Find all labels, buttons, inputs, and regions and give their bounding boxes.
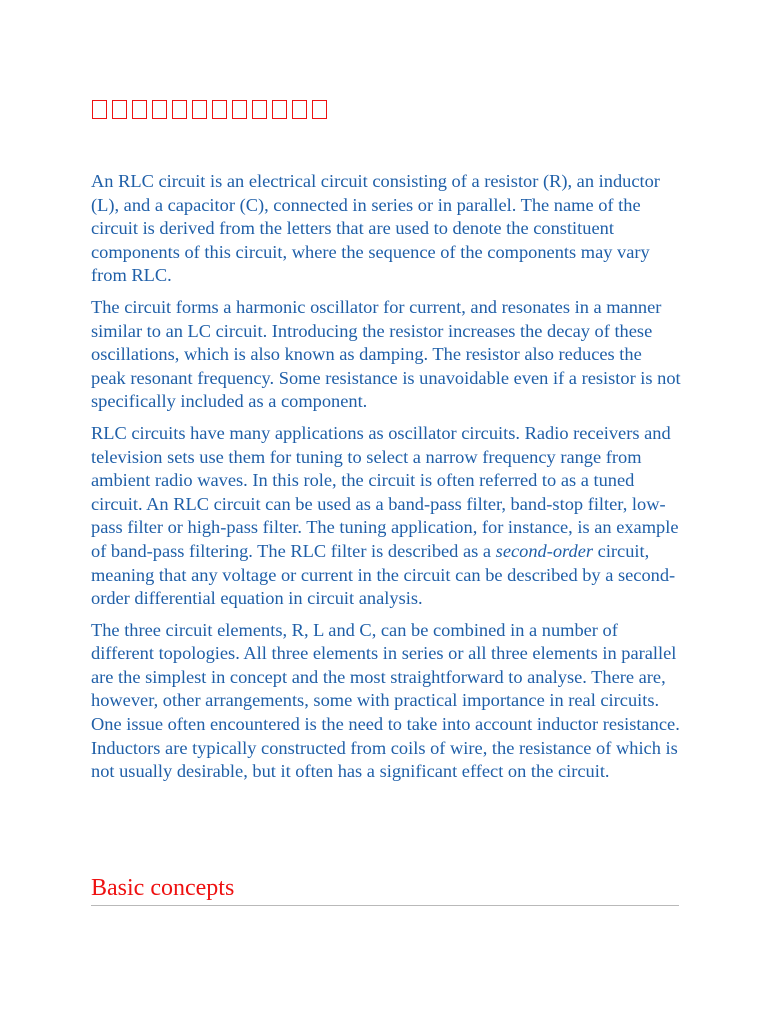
- missing-glyph-box: [292, 100, 307, 119]
- missing-glyph-box: [212, 100, 227, 119]
- missing-glyph-box: [312, 100, 327, 119]
- missing-glyph-box: [92, 100, 107, 119]
- document-title-unrendered-glyphs: [92, 100, 330, 130]
- paragraph-harmonic-oscillator: The circuit forms a harmonic oscillator for current, and resonates in a manner similar to an LC circuit. Introducing the resistor increases the decay of these oscillations, which is also known as damping. The resistor also reduces the peak resonant frequency. Some resistance is unavoidable even if a resistor is not specifically included as a component.: [91, 296, 681, 412]
- emphasis-second-order: second-order: [495, 540, 594, 561]
- missing-glyph-box: [232, 100, 247, 119]
- missing-glyph-box: [192, 100, 207, 119]
- missing-glyph-box: [112, 100, 127, 119]
- document-body: [91, 170, 681, 792]
- paragraph-applications: [91, 422, 681, 611]
- paragraph-applications-text: RLC circuits have many applications as oscillator circuits. Radio receivers and television sets use them for tuning to select a narrow frequency range from ambient radio waves. In this role, the circuit is often referred to as a tuned circuit. An RLC circuit can be used as a band-pass filter, band-stop filter, low-pass filter or high-pass filter. The tuning application, for instance, is an example of band-pass filtering. The RLC filter is described as a: [91, 422, 679, 561]
- paragraph-topologies: The three circuit elements, R, L and C, can be combined in a number of different topologies. All three elements in series or all three elements in parallel are the simplest in concept and the most straightforward to analyse. There are, however, other arrangements, some with practical importance in real circuits. One issue often encountered is the need to take into account inductor resistance. Inductors are typically constructed from coils of wire, the resistance of which is not usually desirable, but it often has a significant effect on the circuit.: [91, 619, 680, 782]
- section-heading-basic-concepts: Basic concepts: [91, 873, 679, 906]
- missing-glyph-box: [252, 100, 267, 119]
- missing-glyph-box: [172, 100, 187, 119]
- missing-glyph-box: [152, 100, 167, 119]
- paragraph-applications-text-end: circuit, meaning that any voltage or current in the circuit can be described by a second-order differential equation in circuit analysis.: [91, 540, 676, 609]
- missing-glyph-box: [132, 100, 147, 119]
- paragraph-rlc-definition: An RLC circuit is an electrical circuit consisting of a resistor (R), an inductor (L), and a capacitor (C), connected in series or in parallel. The name of the circuit is derived from the letters that are used to denote the constituent components of this circuit, where the sequence of the components may vary from RLC.: [91, 171, 660, 286]
- missing-glyph-box: [272, 100, 287, 119]
